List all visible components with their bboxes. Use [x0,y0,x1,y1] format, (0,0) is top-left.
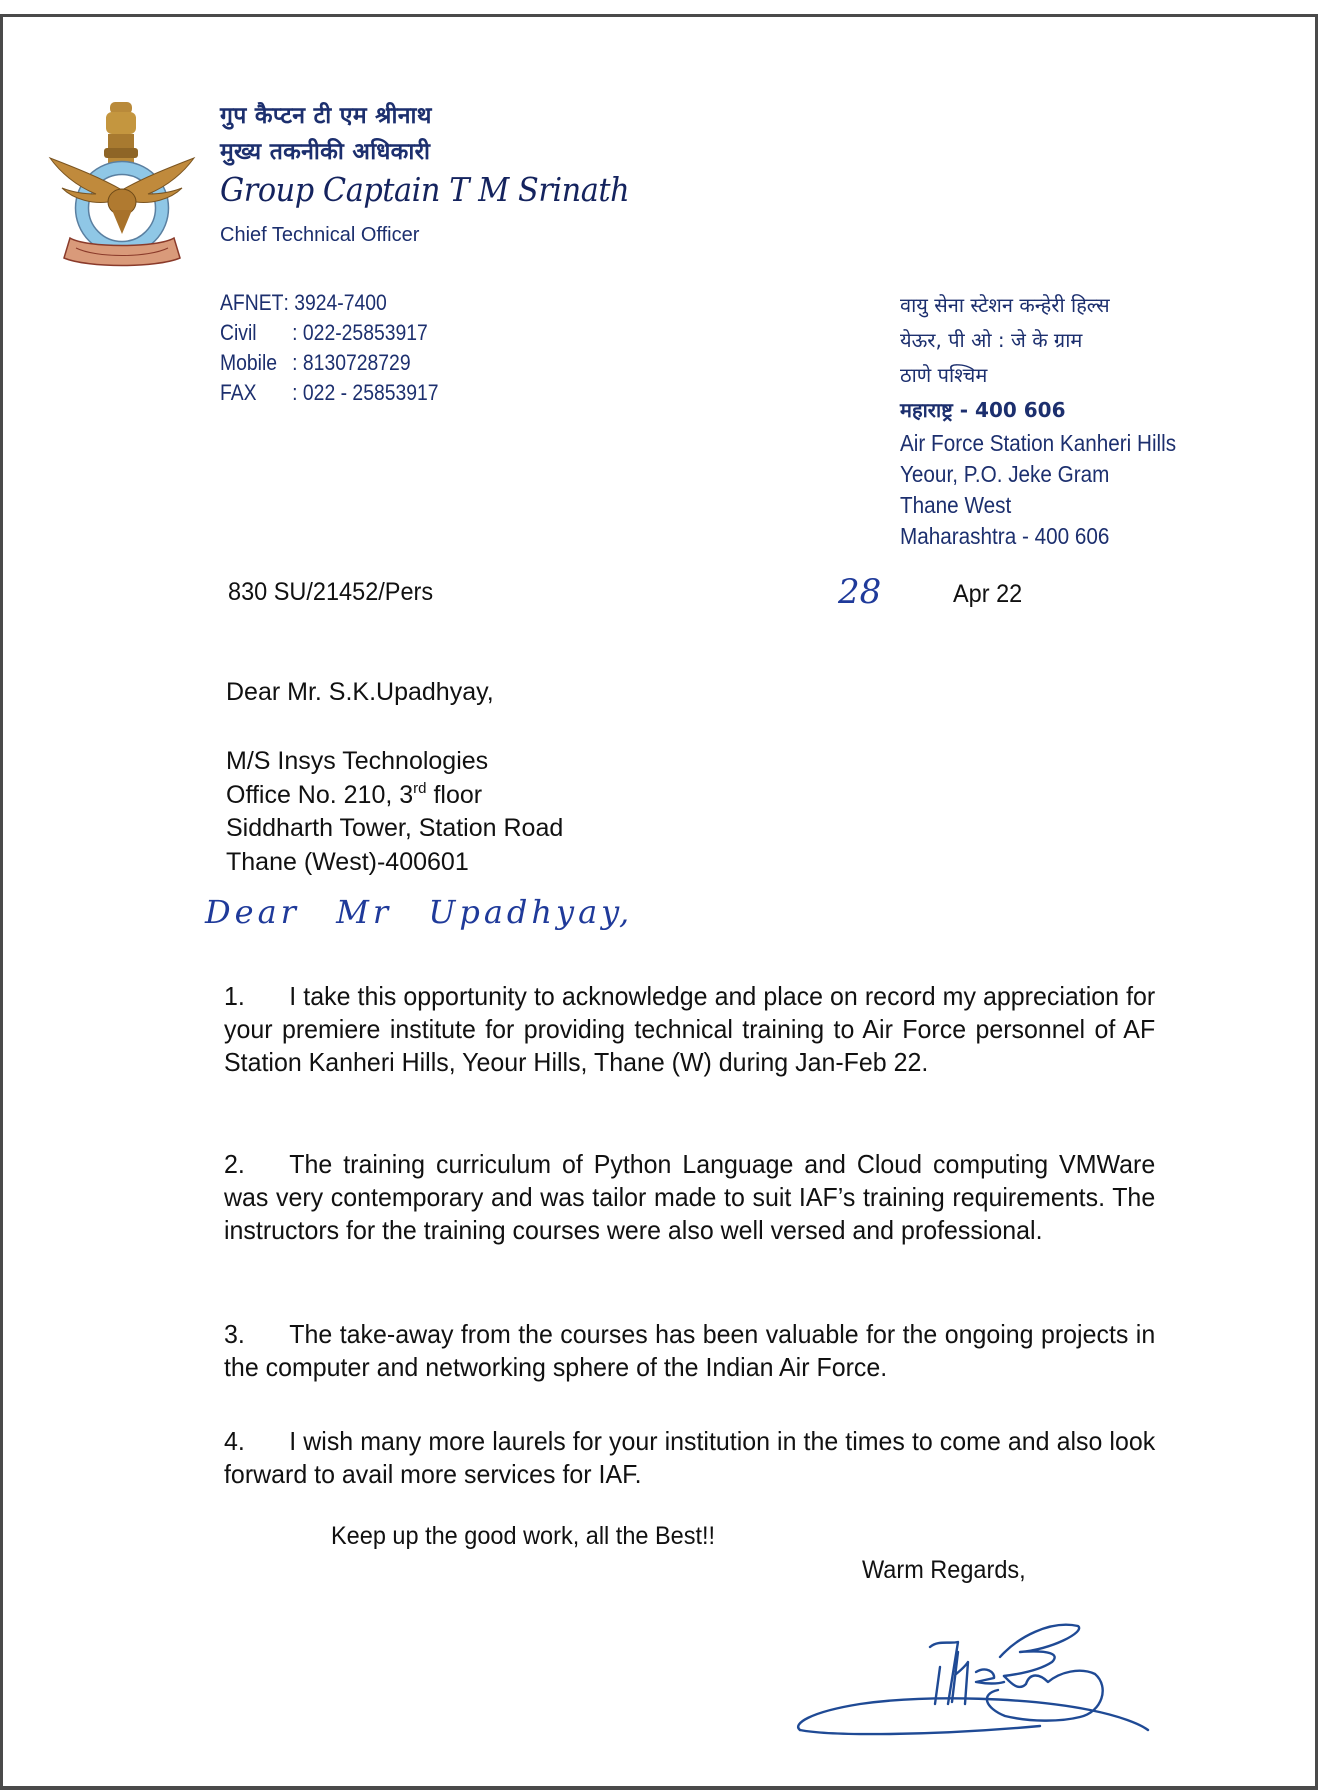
contact-block [220,288,439,408]
paragraph-1: 1. I take this opportunity to acknowledge and place on record my appreciation for your premiere institute for providing technical training to Air Force personnel of AF Station Kanheri Hills, Yeour Hills, Thane (W) during Jan-Feb 22. [224,981,1156,1077]
contact-mobile: Mobile : 8130728729 [220,350,411,375]
recipient-line: M/S Insys Technologies [226,747,489,775]
recipient-address [226,745,563,879]
recipient-line: Thane (West)-400601 [226,847,469,876]
officer-name-english: Group Captain T M Srinath [220,170,630,209]
address-hindi-line: महाराष्ट्र - 400 606 [900,398,1066,422]
date-month-year: Apr 22 [953,580,1023,608]
date-day-handwritten: 28 [838,572,882,612]
iaf-crest-emblem [46,98,198,268]
contact-fax: FAX : 022 - 25853917 [220,380,439,405]
contact-afnet: AFNET: 3924-7400 [220,290,387,315]
address-english-line: Maharashtra - 400 606 [900,523,1110,549]
handwritten-salutation: Dear Mr Upadhyay, [205,893,634,931]
address-hindi-line: ठाणे पश्चिम [900,363,988,387]
reference-number: 830 SU/21452/Pers [228,578,434,606]
closing-line: Keep up the good work, all the Best!! [331,1522,716,1550]
address-english-line: Yeour, P.O. Jeke Gram [900,461,1110,487]
paragraph-3: 3. The take-away from the courses has been valuable for the ongoing projects in the computer and networking sphere of the Indian Air Force. [224,1319,1156,1382]
contact-civil: Civil : 022-25853917 [220,320,428,345]
recipient-line: Office No. 210, 3rd floor [226,779,483,809]
signature [790,1612,1160,1737]
designation-hindi: मुख्य तकनीकी अधिकारी [220,139,431,165]
salutation: Dear Mr. S.K.Upadhyay, [226,678,494,706]
designation-english: Chief Technical Officer [220,224,420,246]
address-hindi [900,288,1110,428]
paragraph-2: 2. The training curriculum of Python Language and Cloud computing VMWare was very contemporary and was tailor made to suit IAF’s training requirements. The instructors for the training courses were also well versed and professional. [224,1149,1156,1245]
address-english-line: Thane West [900,492,1012,518]
address-hindi-line: वायु सेना स्टेशन कन्हेरी हिल्स [900,293,1110,317]
officer-name-hindi: गुप कैप्टन टी एम श्रीनाथ [220,103,432,129]
recipient-line: Siddharth Tower, Station Road [226,814,564,842]
sign-off: Warm Regards, [862,1556,1026,1584]
address-english-line: Air Force Station Kanheri Hills [900,430,1177,456]
address-english [900,428,1176,552]
paragraph-4: 4. I wish many more laurels for your institution in the times to come and also look forward to avail more services for IAF. [224,1426,1156,1489]
address-hindi-line: येऊर, पी ओ : जे के ग्राम [900,328,1083,352]
